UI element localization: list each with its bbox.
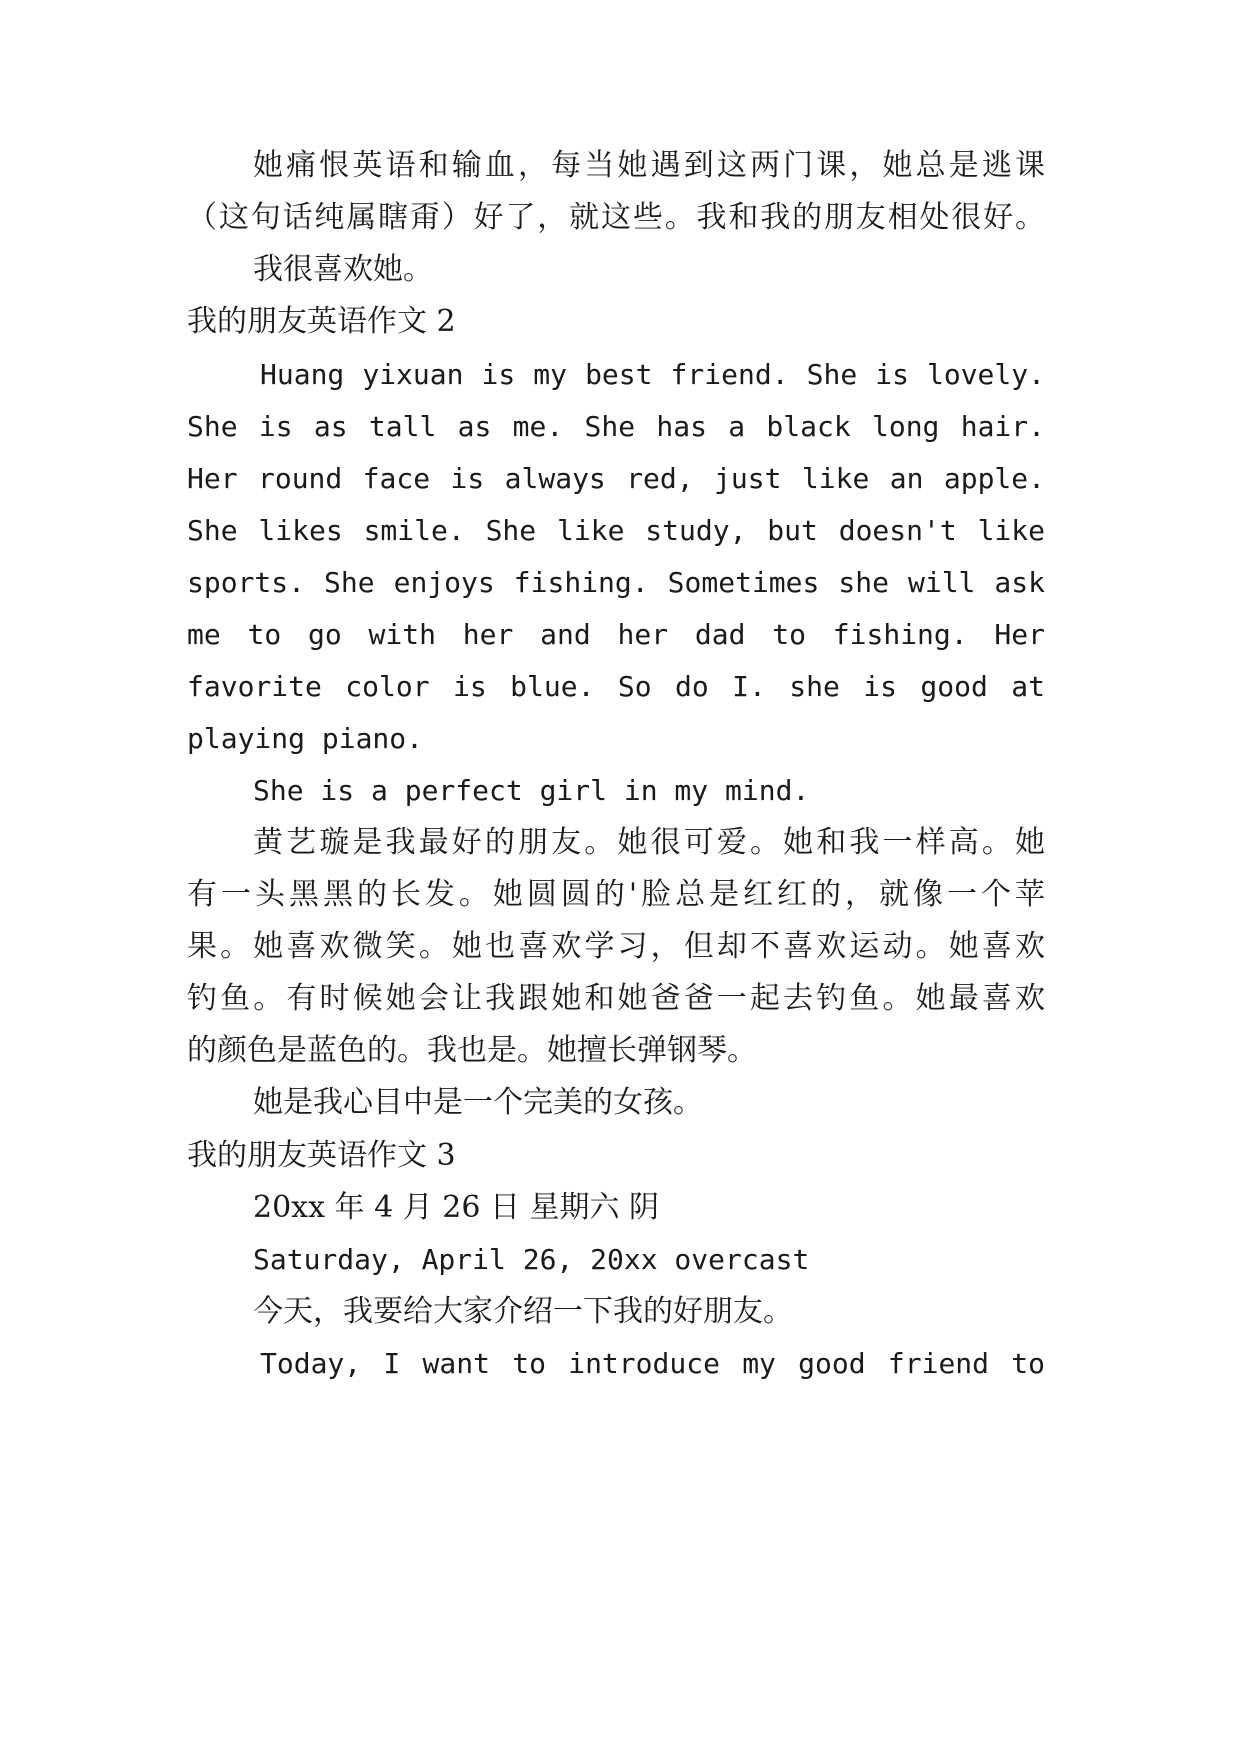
paragraph-line: （这句话纯属瞎甭）好了，就这些。我和我的朋友相处很好。 [187, 200, 1045, 235]
paragraph-line: 我很喜欢她。 [253, 252, 433, 287]
date-line: Saturday, April 26, 20xx overcast [253, 1243, 810, 1276]
paragraph-line: 今天，我要给大家介绍一下我的好朋友。 [253, 1294, 793, 1329]
paragraph-line: 果。她喜欢微笑。她也喜欢学习，但却不喜欢运动。她喜欢 [187, 929, 1045, 964]
section-heading: 我的朋友英语作文 2 [187, 304, 456, 339]
paragraph-line: Huang yixuan is my best friend. She is lovely. [260, 358, 1045, 391]
paragraph-line: 她痛恨英语和输血，每当她遇到这两门课，她总是逃课 [253, 148, 1045, 183]
paragraph-line: 黄艺璇是我最好的朋友。她很可爱。她和我一样高。她 [253, 825, 1045, 860]
paragraph-line: playing piano. [187, 722, 424, 755]
paragraph-line: Her round face is always red, just like an apple. [187, 462, 1045, 495]
paragraph-line: 她是我心目中是一个完美的女孩。 [253, 1085, 703, 1120]
paragraph-line: She is as tall as me. She has a black long hair. [187, 410, 1045, 443]
paragraph-line: 有一头黑黑的长发。她圆圆的'脸总是红红的，就像一个苹 [187, 877, 1045, 912]
paragraph-line: me to go with her and her dad to fishing. Her [187, 618, 1045, 651]
paragraph-line: Today, I want to introduce my good friend to [260, 1347, 1045, 1380]
paragraph-line: She likes smile. She like study, but doesn't like [187, 514, 1045, 547]
paragraph-line: favorite color is blue. So do I. she is good at [187, 670, 1045, 703]
paragraph-line: sports. She enjoys fishing. Sometimes she will ask [187, 566, 1045, 599]
paragraph-line: She is a perfect girl in my mind. [253, 774, 810, 807]
paragraph-line: 钓鱼。有时候她会让我跟她和她爸爸一起去钓鱼。她最喜欢 [187, 981, 1045, 1016]
date-line: 20xx 年 4 月 26 日 星期六 阴 [253, 1190, 660, 1225]
section-heading: 我的朋友英语作文 3 [187, 1138, 456, 1173]
paragraph-line: 的颜色是蓝色的。我也是。她擅长弹钢琴。 [187, 1033, 757, 1068]
